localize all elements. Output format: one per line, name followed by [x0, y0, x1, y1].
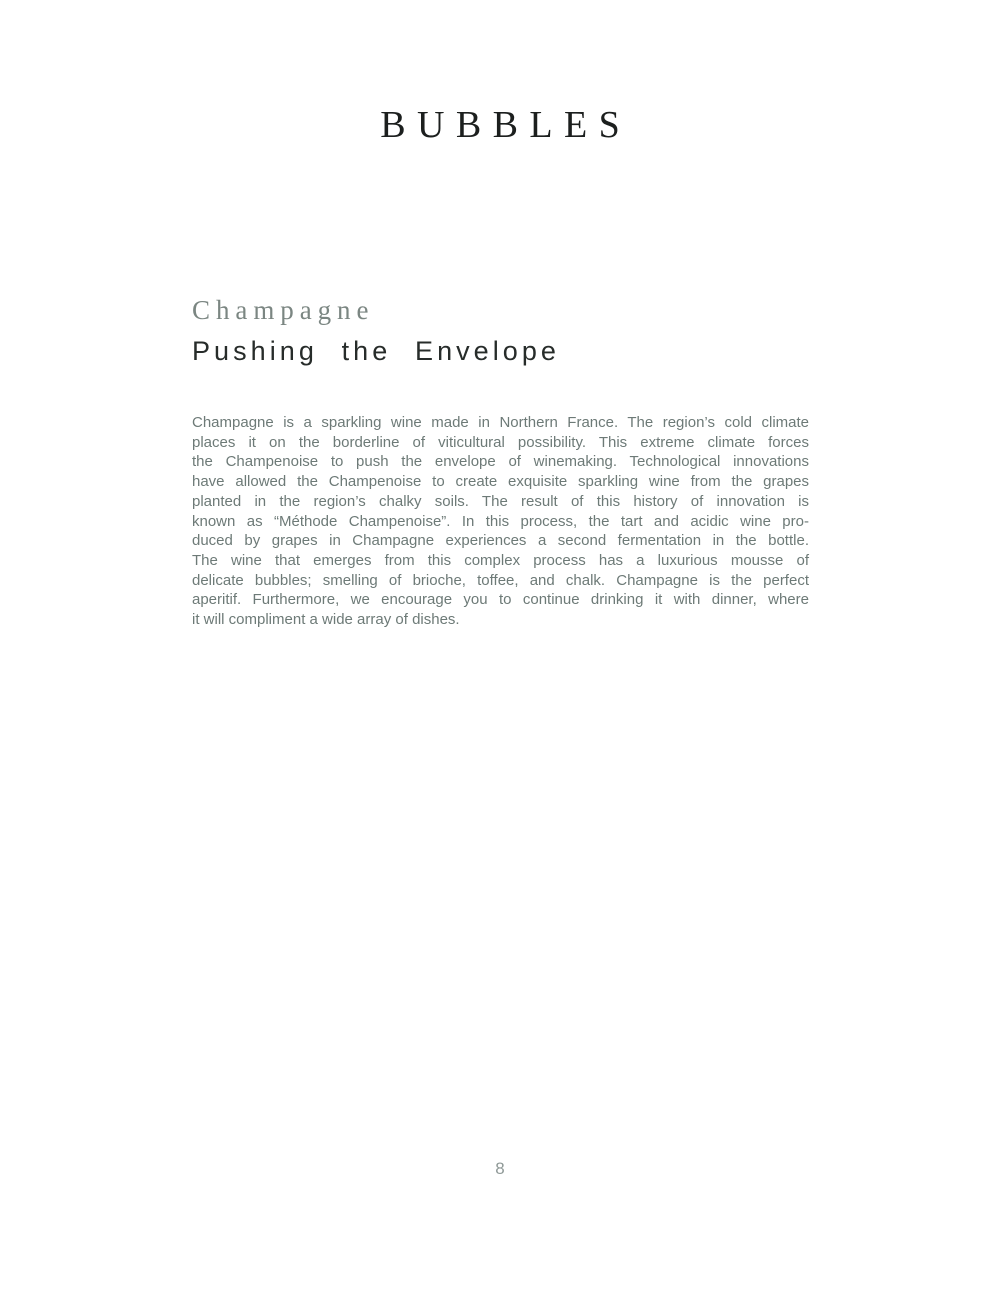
paragraph [192, 413, 809, 630]
page-number: 8 [495, 1159, 505, 1178]
paragraph-line: Champagne is a sparkling wine made in Northern France. The region’s cold climate [192, 414, 809, 431]
section-subheading: Pushing the Envelope [192, 336, 560, 366]
section-heading-block [192, 293, 560, 368]
page-title: BUBBLES [380, 104, 632, 146]
paragraph-line: places it on the borderline of viticultural possibility. This extreme climate forces [192, 433, 809, 451]
paragraph-line: planted in the region’s chalky soils. The result of this history of innovation is [192, 492, 809, 510]
paragraph-line: known as “Méthode Champenoise”. In this process, the tart and acidic wine pro- [192, 512, 809, 530]
paragraph-line: the Champenoise to push the envelope of winemaking. Technological innovations [192, 453, 809, 471]
paragraph-line: duced by grapes in Champagne experiences a second fermentation in the bottle. [192, 532, 809, 550]
section-heading: Champagne [192, 295, 375, 325]
paragraph-line: have allowed the Champenoise to create exquisite sparkling wine from the grapes [192, 473, 809, 491]
paragraph-line: it will compliment a wide array of dishes. [192, 611, 460, 629]
paragraph-line: delicate bubbles; smelling of brioche, toffee, and chalk. Champagne is the perfect [192, 571, 809, 589]
paragraph-line: The wine that emerges from this complex process has a luxurious mousse of [192, 551, 809, 569]
paragraph-line: aperitif. Furthermore, we encourage you to continue drinking it with dinner, where [192, 591, 809, 609]
